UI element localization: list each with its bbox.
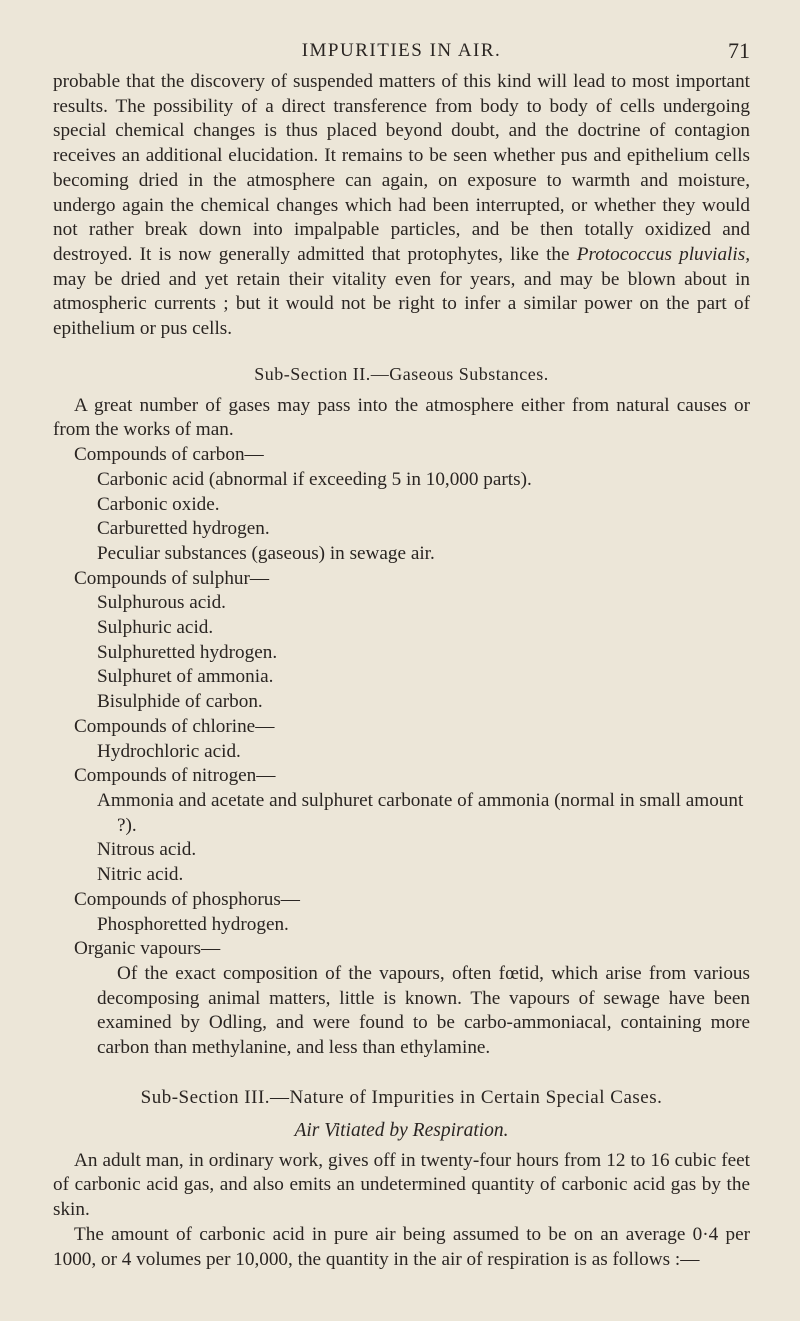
gases-lead-paragraph: A great number of gases may pass into the atmosphere either from natural causes or from the works of man. xyxy=(53,394,750,441)
page-header xyxy=(53,0,750,70)
list-item: Phosphoretted hydrogen. xyxy=(97,913,289,935)
group-title: Compounds of chlorine— xyxy=(74,715,275,737)
list-item: Sulphurous acid. xyxy=(97,592,226,614)
list-item: Carbonic oxide. xyxy=(97,493,220,515)
list-item: Carbonic acid (abnormal if exceeding 5 in 10,000 parts). xyxy=(97,468,532,490)
intro-text: probable that the discovery of suspended matters of this kind will lead to most important results. The possibility of a direct transference from body to body of cells undergoing special chemical changes is thus placed beyond doubt, and the doctrine of contagion receives an additional elucidation. It remains to be seen whether pus and epithelium cells becoming dried in the atmosphere can again, on exposure to warmth and moisture, undergo again the chemical changes which had been interrupted, or whether they would not rather break down into impalpable particles, and be then totally oxidized and destroyed. It is now generally admitted that protophytes, like the xyxy=(53,71,750,265)
list-item: Sulphuretted hydrogen. xyxy=(97,641,278,663)
list-item: Nitrous acid. xyxy=(97,839,197,861)
group-title: Compounds of sulphur— xyxy=(74,567,270,589)
list-item: Ammonia and acetate and sulphuret carbonate of ammonia (normal in small amount ?). xyxy=(97,789,744,836)
subheading-respiration: Air Vitiated by Respiration. xyxy=(294,1119,509,1141)
gas-list xyxy=(53,443,750,1061)
group-title: Compounds of carbon— xyxy=(74,444,264,466)
section-heading-gaseous: Sub-Section II.—Gaseous Substances. xyxy=(254,363,549,384)
list-item: Nitric acid. xyxy=(97,864,184,886)
list-item: Peculiar substances (gaseous) in sewage air. xyxy=(97,542,435,564)
group-title: Compounds of phosphorus— xyxy=(74,888,300,910)
respiration-paragraph-2: The amount of carbonic acid in pure air being assumed to be on an average 0·4 per 1000, or 4 volumes per 10,000, the quantity in the air of respiration is as follows :— xyxy=(53,1223,750,1270)
respiration-paragraph-1: An adult man, in ordinary work, gives off in twenty-four hours from 12 to 16 cubic feet of carbonic acid gas, and also emits an undetermined quantity of carbonic acid gas by the skin. xyxy=(53,1149,750,1221)
organic-vapours-block xyxy=(53,962,750,1061)
list-item: Carburetted hydrogen. xyxy=(97,518,270,540)
group-title: Compounds of nitrogen— xyxy=(74,765,276,787)
list-item: Hydrochloric acid. xyxy=(97,740,241,762)
section-heading-special-cases: Sub-Section III.—Nature of Impurities in Certain Special Cases. xyxy=(140,1086,663,1108)
group-title: Organic vapours— xyxy=(74,938,221,960)
list-item: Bisulphide of carbon. xyxy=(97,691,263,713)
list-item: Sulphuret of ammonia. xyxy=(97,666,274,688)
page-number: 71 xyxy=(728,38,750,63)
intro-text-end: may be dried and yet retain their vitality even for years, and may be blown about in atmospheric currents ; but it would not be right to infer a similar power on the part of epithelium or pus cells. xyxy=(53,268,750,340)
intro-paragraph xyxy=(53,70,750,342)
list-item: Sulphuric acid. xyxy=(97,617,214,639)
running-title: IMPURITIES IN AIR. xyxy=(301,40,502,61)
species-name: Protococcus pluvialis, xyxy=(576,243,750,265)
organic-vapours-paragraph: Of the exact composition of the vapours, often fœtid, which arise from various decomposing animal matters, little is known. The vapours of sewage have been examined by Odling, and were found to be carbo-ammoniacal, containing more carbon than methylanine, and less than ethylamine. xyxy=(97,962,750,1059)
